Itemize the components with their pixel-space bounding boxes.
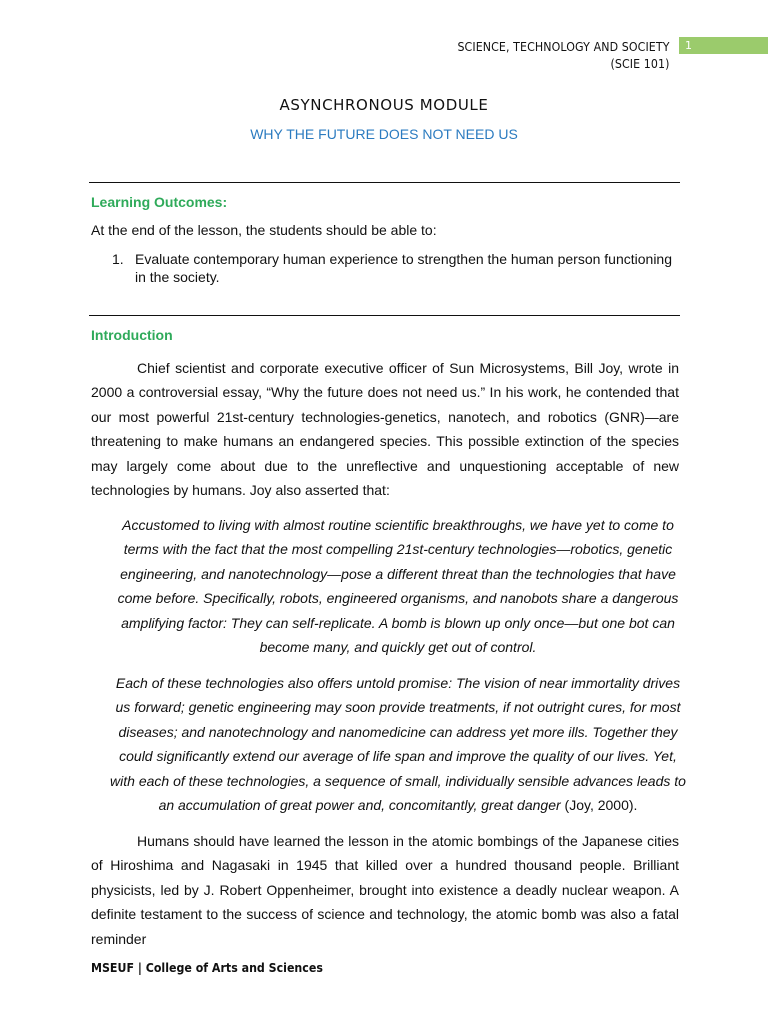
section-divider (89, 315, 680, 316)
introduction-heading: Introduction (91, 327, 173, 343)
block-quote-2-citation: (Joy, 2000). (560, 797, 638, 814)
list-item-number: 1. (112, 251, 124, 267)
introduction-paragraph-2: Humans should have learned the lesson in the atomic bombings of the Japanese cities of Hiroshima and Nagasaki in 1945 that killed over a hundred thousand people. Brilliant physicists, led by J. Robert Oppenheimer, brought into existence a deadly nuclear weapon. A definite testament to the success of science and technology, the atomic bomb was also a fatal reminder (91, 833, 679, 947)
module-title: ASYNCHRONOUS MODULE (279, 96, 489, 114)
footer-separator: | (133, 961, 146, 975)
learning-outcomes-heading: Learning Outcomes: (91, 194, 228, 210)
page-footer (91, 961, 323, 975)
course-code: (SCIE 101) (610, 57, 670, 71)
course-title: SCIENCE, TECHNOLOGY AND SOCIETY (457, 40, 670, 54)
block-quote-2 (110, 671, 686, 817)
page-header (458, 39, 670, 73)
module-subtitle: WHY THE FUTURE DOES NOT NEED US (250, 126, 518, 142)
footer-org: MSEUF (91, 961, 134, 975)
introduction-paragraph-1: Chief scientist and corporate executive officer of Sun Microsystems, Bill Joy, wrote in 2000 a controversial essay, “Why the future does not need us.” In his work, he contended that our most powerful 21st-century technologies-genetics, nanotech, and robotics (GNR)—are threatening to make humans an endangered species. This possible extinction of the species may largely come about due to the unreflective and unquestioning acceptable of new technologies by humans. Joy also asserted that: (91, 360, 679, 499)
block-quote-1: Accustomed to living with almost routine scientific breakthroughs, we have yet to come to terms with the fact that the most compelling 21st-century technologies—robotics, genetic engineering, and nanotechnology—pose a different threat than the technologies that have come before. Specifically, robots, engineered organisms, and nanobots share a dangerous amplifying factor: They can self-replicate. A bomb is blown up only once—but one bot can become many, and quickly get out of control. (117, 517, 679, 656)
block-quote-2-text: Each of these technologies also offers untold promise: The vision of near immortality drives us forward; genetic engineering may soon provide treatments, if not outright cures, for most diseases; and nanotechnology and nanomedicine can address yet more ills. Together they could significantly extend our average of life span and improve the quality of our lives. Yet, with each of these technologies, a sequence of small, individually sensible advances leads to an accumulation of great power and, concomitantly, great danger (110, 675, 686, 814)
list-item-text: Evaluate contemporary human experience to strengthen the human person functioning in the society. (135, 251, 673, 285)
learning-outcomes-intro: At the end of the lesson, the students should be able to: (91, 222, 437, 238)
section-divider (89, 182, 680, 183)
footer-college: College of Arts and Sciences (145, 961, 323, 975)
page-number-badge: 1 (679, 37, 768, 54)
list-item (112, 250, 672, 286)
